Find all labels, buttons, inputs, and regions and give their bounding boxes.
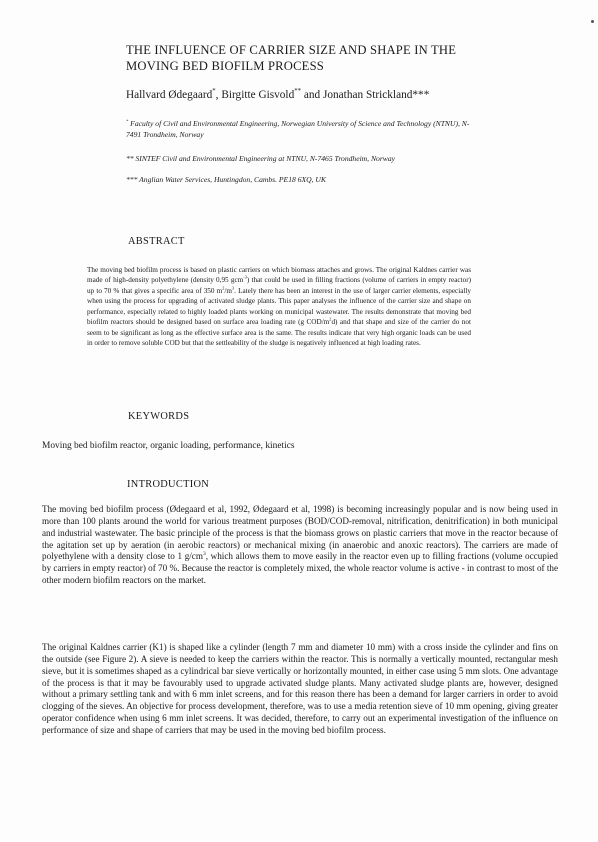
- abstract-part: d) and that shape and size of the carrier do not seem to be significant as long as the effective surface area is the same. The results indicate that very high organic loads can be used in order to remove soluble COD but that the settleability of the sludge is negatively influenced at high loading rates.: [87, 318, 471, 348]
- affiliation-1-text: Faculty of Civil and Environmental Engineering, Norwegian University of Science and Technology (NTNU), N-7491 Trondheim, Norway: [126, 119, 470, 139]
- affiliation-1-mark: *: [126, 118, 129, 124]
- author-list: [126, 88, 546, 102]
- abstract-part: ) that could be used in filling fractions (volume of carriers in empty reactor) up to 70 % that gives a specific area of 350 m: [87, 276, 471, 295]
- author-separator-1: ,: [215, 89, 222, 101]
- author-2-mark: **: [294, 88, 301, 96]
- abstract-part: /m: [224, 286, 232, 295]
- keywords-text: Moving bed biofilm reactor, organic loading, performance, kinetics: [42, 441, 295, 451]
- abstract-sup: -3: [243, 275, 247, 281]
- paper-title: [126, 42, 546, 74]
- abstract-part: The moving bed biofilm process is based on plastic carriers on which biomass attaches and grows. The original Kaldnes carrier was made of high-density polyethylene (density 0,95 gcm: [87, 266, 471, 285]
- author-separator-2: and: [301, 89, 323, 101]
- affiliation-1: [126, 119, 476, 140]
- author-1: Hallvard Ødegaard: [126, 89, 213, 101]
- title-line-1: THE INFLUENCE OF CARRIER SIZE AND SHAPE IN THE: [126, 43, 457, 57]
- abstract-text: [87, 265, 471, 349]
- author-1-mark: *: [212, 88, 216, 96]
- introduction-heading: INTRODUCTION: [127, 479, 210, 490]
- abstract-heading: ABSTRACT: [128, 236, 185, 247]
- introduction-paragraph-2: The original Kaldnes carrier (K1) is shaped like a cylinder (length 7 mm and diameter 10 mm) with a cross inside the cylinder and fins on the outside (see Figure 2). A sieve is needed to keep the carriers within the reactor. This is normally a vertically mounted, rectangular mesh sieve, but it is sometimes shaped as a cylindrical bar sieve vertically or horizontally mounted, in either case using 5 mm slots. One advantage of the process is that it may be favourably used to upgrade activated sludge plants. Many activated sludge plants are, however, designed without a primary settling tank and with 6 mm inlet screens, and for this reason there has been a demand for larger carriers in order to avoid clogging of the sieves. An objective for process development, therefore, was to use a media retention sieve of 10 mm opening, giving greater operator confidence when using 6 mm inlet screens. It was decided, therefore, to carry out an experimental investigation of the influence on performance of size and shape of carriers that may be used in the moving bed biofilm process.: [42, 642, 558, 735]
- paragraph-part: , which allows them to move easily in the reactor even up to filling fractions (volume occupied by carriers in empty reactor) of 70 %. Because the reactor is completely mixed, the whole reactor volume is active - in contrast to most of the other modern biofilm reactors on the market.: [42, 551, 558, 586]
- introduction-paragraph-1: [42, 504, 558, 587]
- title-line-2: MOVING BED BIOFILM PROCESS: [126, 59, 324, 73]
- paragraph-sup: 3: [202, 551, 206, 558]
- abstract-sup: 2: [222, 285, 225, 291]
- author-3: Jonathan Strickland: [322, 89, 413, 101]
- author-3-mark: ***: [412, 89, 430, 101]
- affiliation-3: *** Anglian Water Services, Huntingdon, Cambs. PE18 6XQ, UK: [126, 175, 326, 184]
- affiliation-2: ** SINTEF Civil and Environmental Engineering at NTNU, N-7465 Trondheim, Norway: [126, 154, 396, 163]
- abstract-sup: 3: [231, 285, 235, 291]
- author-2: Birgitte Gisvold: [221, 89, 295, 101]
- abstract-sup: 2: [329, 316, 332, 322]
- abstract-part: . Lately there has been an interest in the use of larger carrier elements, especially when using the process for upgrading of activated sludge plants. This paper analyses the influence of the carrier size and shape on performance, especially related to highly loaded plants working on municipal wastewater. The results demonstrate that moving bed biofilm reactors should be designed based on surface area loading rate (g COD/m: [87, 286, 471, 327]
- scan-speck: [591, 20, 594, 23]
- keywords-heading: KEYWORDS: [128, 411, 190, 422]
- paragraph-part: The moving bed biofilm process (Ødegaard et al, 1992, Ødegaard et al, 1998) is becoming increasingly popular and is now being used in more than 100 plants around the world for various treatment purposes (BOD/COD-removal, nitrification, denitrification) in both municipal and industrial wastewater. The basic principle of the process is that the biomass grows on plastic carriers that move in the reactor because of the agitation set up by aeration (in aerobic reactors) or mechanical mixing (in anaerobic and anoxic reactors). The carriers are made of polyethylene with a density close to 1 g/cm: [42, 504, 558, 562]
